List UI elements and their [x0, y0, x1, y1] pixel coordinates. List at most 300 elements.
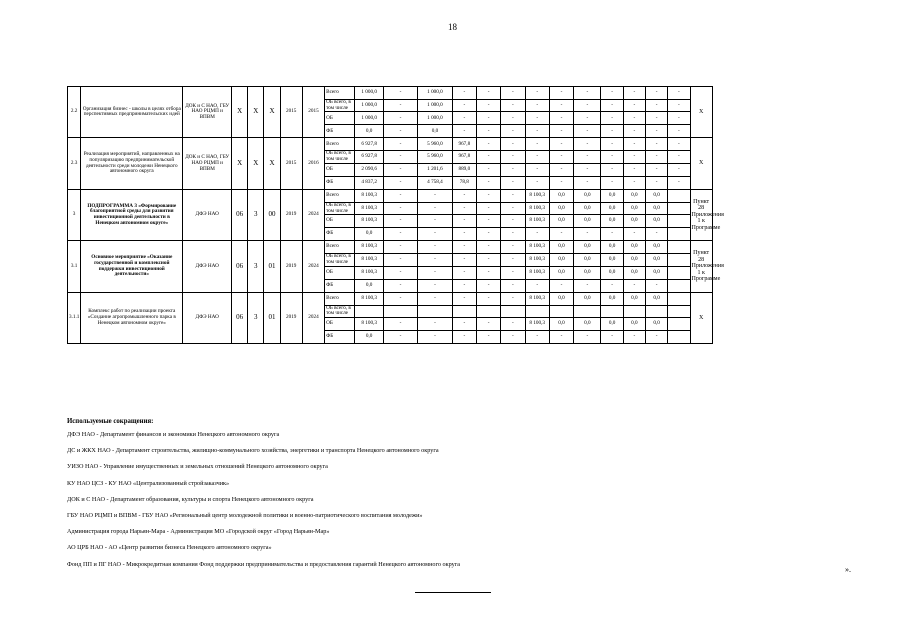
value-cell: 6 927,8: [355, 151, 383, 163]
value-cell: -: [501, 318, 525, 331]
value-cell: -: [501, 254, 525, 266]
value-cell: 8 100,3: [355, 241, 383, 254]
table-row: [68, 241, 788, 254]
value-cell: -: [452, 112, 476, 125]
value-cell: -: [418, 292, 452, 305]
value-cell: -: [501, 100, 525, 112]
value-cell: -: [549, 112, 573, 125]
row-code-c3: Х: [264, 138, 280, 189]
value-cell: -: [525, 138, 549, 151]
value-cell: 0,0: [646, 189, 668, 202]
value-cell: -: [574, 176, 601, 189]
row-executor: ДОК и С НАО, ГБУ НАО РЦМП и ВПВМ: [183, 138, 232, 189]
value-cell: [668, 215, 690, 228]
value-cell: [501, 305, 525, 317]
value-cell: -: [383, 138, 417, 151]
value-cell: -: [501, 138, 525, 151]
row-year-end: 2024: [302, 292, 324, 343]
value-cell: -: [476, 292, 500, 305]
value-cell: -: [452, 241, 476, 254]
value-cell: -: [668, 176, 690, 189]
value-cell: -: [525, 125, 549, 138]
value-cell: -: [383, 176, 417, 189]
row-code-c1: 06: [232, 241, 248, 292]
funding-source-label: ФБ: [325, 279, 355, 292]
value-cell: 8 100,3: [525, 254, 549, 266]
value-cell: -: [501, 202, 525, 214]
value-cell: [574, 305, 601, 317]
value-cell: 0,0: [549, 202, 573, 214]
row-code-c1: 06: [232, 189, 248, 240]
value-cell: 0,0: [646, 266, 668, 279]
row-year-start: 2015: [280, 138, 302, 189]
value-cell: -: [668, 138, 690, 151]
value-cell: 0,0: [574, 266, 601, 279]
value-cell: -: [601, 228, 623, 241]
value-cell: [668, 228, 690, 241]
row-executor: ДОК и С НАО, ГБУ НАО РЦМП и ВПВМ: [183, 87, 232, 138]
value-cell: 8 100,3: [355, 189, 383, 202]
abbreviation-item: УИЗО НАО - Управление имущественных и земельных отношений Ненецкого автономного округа: [67, 463, 328, 471]
value-cell: -: [549, 228, 573, 241]
value-cell: 4 758,4: [418, 176, 452, 189]
value-cell: -: [646, 279, 668, 292]
value-cell: -: [476, 163, 500, 176]
row-year-end: 2024: [302, 241, 324, 292]
value-cell: -: [501, 331, 525, 344]
value-cell: [646, 305, 668, 317]
value-cell: 8 100,3: [525, 292, 549, 305]
value-cell: 0,0: [601, 202, 623, 214]
funding-source-label: Всего: [325, 241, 355, 254]
value-cell: -: [646, 331, 668, 344]
value-cell: -: [452, 189, 476, 202]
value-cell: -: [452, 215, 476, 228]
value-cell: -: [668, 112, 690, 125]
value-cell: [525, 305, 549, 317]
value-cell: -: [623, 163, 645, 176]
value-cell: [452, 305, 476, 317]
value-cell: -: [601, 176, 623, 189]
value-cell: 0,0: [574, 215, 601, 228]
row-year-start: 2015: [280, 87, 302, 138]
value-cell: -: [452, 228, 476, 241]
value-cell: -: [383, 151, 417, 163]
value-cell: 8 100,3: [525, 318, 549, 331]
value-cell: -: [574, 279, 601, 292]
value-cell: -: [452, 318, 476, 331]
value-cell: -: [601, 151, 623, 163]
value-cell: 8 100,3: [355, 215, 383, 228]
row-executor: ДФЭ НАО: [183, 189, 232, 240]
value-cell: 889,0: [452, 163, 476, 176]
value-cell: -: [501, 266, 525, 279]
funding-source-label: ОБ: [325, 112, 355, 125]
value-cell: -: [601, 331, 623, 344]
value-cell: -: [476, 189, 500, 202]
value-cell: -: [501, 189, 525, 202]
funding-source-label: ОБ: [325, 215, 355, 228]
value-cell: 1 000,0: [355, 87, 383, 100]
value-cell: -: [525, 151, 549, 163]
value-cell: -: [623, 87, 645, 100]
value-cell: -: [646, 163, 668, 176]
funding-source-label: ФБ: [325, 176, 355, 189]
row-code: 3: [68, 189, 81, 240]
value-cell: [668, 292, 690, 305]
value-cell: -: [476, 138, 500, 151]
value-cell: -: [525, 228, 549, 241]
value-cell: -: [452, 292, 476, 305]
value-cell: [668, 318, 690, 331]
value-cell: 0,0: [355, 279, 383, 292]
value-cell: -: [383, 266, 417, 279]
abbreviations-list: [67, 431, 867, 577]
value-cell: -: [549, 125, 573, 138]
value-cell: -: [383, 228, 417, 241]
value-cell: [476, 305, 500, 317]
row-code-c2: 3: [248, 292, 264, 343]
value-cell: -: [646, 151, 668, 163]
row-year-start: 2019: [280, 241, 302, 292]
funding-source-label: ОБ всего, в том числе: [325, 151, 355, 163]
value-cell: 0,0: [646, 318, 668, 331]
row-year-start: 2019: [280, 292, 302, 343]
value-cell: 0,0: [623, 292, 645, 305]
value-cell: 1 000,0: [355, 112, 383, 125]
value-cell: 0,0: [601, 215, 623, 228]
row-executor: ДФЭ НАО: [183, 241, 232, 292]
row-code: 3.1.1: [68, 292, 81, 343]
value-cell: [623, 305, 645, 317]
value-cell: -: [601, 112, 623, 125]
value-cell: -: [646, 112, 668, 125]
value-cell: -: [476, 100, 500, 112]
value-cell: 0,0: [646, 215, 668, 228]
value-cell: -: [383, 100, 417, 112]
abbreviation-item: ДС и ЖКХ НАО - Департамент строительства, жилищно-коммунального хозяйства, энергетики и транспорта Ненецкого автономного округа: [67, 447, 439, 455]
row-code-c2: Х: [248, 138, 264, 189]
value-cell: -: [668, 125, 690, 138]
value-cell: -: [574, 228, 601, 241]
value-cell: -: [418, 202, 452, 214]
value-cell: 0,0: [549, 241, 573, 254]
row-code-c3: 00: [264, 189, 280, 240]
value-cell: -: [646, 228, 668, 241]
funding-source-label: ОБ: [325, 266, 355, 279]
value-cell: -: [501, 151, 525, 163]
value-cell: -: [574, 125, 601, 138]
abbreviation-item: АО ЦРБ НАО - АО «Центр развития бизнеса Ненецкого автономного округа»: [67, 544, 272, 552]
value-cell: 0,0: [623, 254, 645, 266]
table-row: [68, 189, 788, 202]
value-cell: -: [383, 254, 417, 266]
page-number: 18: [448, 22, 457, 32]
value-cell: [668, 331, 690, 344]
value-cell: -: [383, 125, 417, 138]
value-cell: -: [601, 138, 623, 151]
row-note: Х: [690, 292, 712, 343]
value-cell: [601, 305, 623, 317]
value-cell: 0,0: [623, 215, 645, 228]
row-code: 3.1: [68, 241, 81, 292]
value-cell: -: [383, 241, 417, 254]
value-cell: 0,0: [355, 125, 383, 138]
table-row: [68, 87, 788, 100]
value-cell: -: [501, 87, 525, 100]
value-cell: 8 100,3: [355, 292, 383, 305]
value-cell: 0,0: [601, 266, 623, 279]
value-cell: 967,8: [452, 151, 476, 163]
value-cell: [668, 305, 690, 317]
value-cell: -: [476, 279, 500, 292]
value-cell: -: [574, 87, 601, 100]
value-cell: -: [383, 279, 417, 292]
value-cell: -: [501, 125, 525, 138]
row-name: Организация бизнес - школы в целях отбора перспективных предпринимательских идей: [81, 87, 183, 138]
funding-source-label: Всего: [325, 189, 355, 202]
value-cell: 2 090,6: [355, 163, 383, 176]
value-cell: [418, 305, 452, 317]
value-cell: 0,0: [623, 241, 645, 254]
value-cell: -: [452, 279, 476, 292]
value-cell: 8 100,3: [525, 189, 549, 202]
value-cell: 0,0: [601, 318, 623, 331]
row-note: Х: [690, 138, 712, 189]
value-cell: 8 100,3: [355, 318, 383, 331]
value-cell: 4 837,2: [355, 176, 383, 189]
value-cell: 5 960,0: [418, 138, 452, 151]
value-cell: 0,0: [601, 254, 623, 266]
value-cell: -: [418, 189, 452, 202]
value-cell: 78,8: [452, 176, 476, 189]
row-note: Пункт 28 Приложения 1 к Программе: [690, 189, 712, 240]
value-cell: 0,0: [623, 202, 645, 214]
abbreviation-item: ГБУ НАО РЦМП и ВПВМ - ГБУ НАО «Региональный центр молодежной политики и военно-патриотического воспитания молодежи»: [67, 511, 423, 519]
value-cell: -: [549, 151, 573, 163]
value-cell: 0,0: [549, 292, 573, 305]
value-cell: 0,0: [549, 318, 573, 331]
value-cell: [668, 266, 690, 279]
footer-divider: [415, 592, 491, 593]
value-cell: -: [476, 125, 500, 138]
value-cell: -: [383, 215, 417, 228]
value-cell: -: [623, 228, 645, 241]
value-cell: -: [623, 279, 645, 292]
program-table: [67, 86, 788, 344]
value-cell: [668, 279, 690, 292]
value-cell: -: [452, 266, 476, 279]
value-cell: -: [476, 331, 500, 344]
value-cell: 0,0: [355, 228, 383, 241]
value-cell: 0,0: [601, 241, 623, 254]
value-cell: -: [501, 176, 525, 189]
row-year-start: 2019: [280, 189, 302, 240]
value-cell: -: [574, 138, 601, 151]
value-cell: -: [501, 228, 525, 241]
row-note: Х: [690, 87, 712, 138]
value-cell: -: [601, 100, 623, 112]
value-cell: 0,0: [601, 189, 623, 202]
value-cell: 0,0: [646, 254, 668, 266]
value-cell: -: [646, 125, 668, 138]
value-cell: [668, 241, 690, 254]
value-cell: -: [452, 100, 476, 112]
value-cell: -: [383, 202, 417, 214]
value-cell: -: [525, 163, 549, 176]
funding-source-label: ОБ: [325, 318, 355, 331]
funding-source-label: ОБ всего, в том числе: [325, 254, 355, 266]
value-cell: 8 100,3: [525, 202, 549, 214]
abbreviations-title: Используемые сокращения:: [67, 418, 154, 425]
funding-source-label: Всего: [325, 87, 355, 100]
table-row: [68, 292, 788, 305]
row-code-c3: 01: [264, 241, 280, 292]
value-cell: 0,0: [574, 202, 601, 214]
value-cell: 0,0: [549, 215, 573, 228]
row-name: Основное мероприятие «Оказание государственной и комплексной поддержки инвестиционной деятельности»: [81, 241, 183, 292]
value-cell: 1 000,0: [418, 100, 452, 112]
value-cell: -: [601, 279, 623, 292]
value-cell: -: [601, 163, 623, 176]
value-cell: -: [623, 125, 645, 138]
value-cell: -: [383, 318, 417, 331]
value-cell: -: [501, 292, 525, 305]
value-cell: -: [501, 279, 525, 292]
funding-source-label: ФБ: [325, 331, 355, 344]
value-cell: 6 927,8: [355, 138, 383, 151]
value-cell: -: [476, 266, 500, 279]
value-cell: -: [476, 241, 500, 254]
value-cell: 0,0: [646, 202, 668, 214]
value-cell: 0,0: [623, 189, 645, 202]
value-cell: 0,0: [549, 189, 573, 202]
value-cell: -: [574, 163, 601, 176]
value-cell: -: [623, 176, 645, 189]
value-cell: -: [383, 189, 417, 202]
row-year-end: 2024: [302, 189, 324, 240]
value-cell: -: [525, 279, 549, 292]
value-cell: -: [476, 215, 500, 228]
value-cell: -: [574, 100, 601, 112]
value-cell: -: [383, 112, 417, 125]
value-cell: 8 100,3: [355, 202, 383, 214]
value-cell: -: [623, 100, 645, 112]
value-cell: 0,0: [646, 292, 668, 305]
row-name: Реализация мероприятий, направленных на популяризацию предпринимательской деятельности среди молодежи Ненецкого автономного округа: [81, 138, 183, 189]
value-cell: -: [418, 266, 452, 279]
table-row: [68, 138, 788, 151]
value-cell: -: [452, 125, 476, 138]
value-cell: -: [501, 112, 525, 125]
value-cell: [668, 254, 690, 266]
row-code-c3: Х: [264, 87, 280, 138]
value-cell: -: [418, 215, 452, 228]
abbreviation-item: Администрация города Нарьян-Мара - Администрация МО «Городской округ «Город Нарьян-Мар»: [67, 528, 330, 536]
value-cell: -: [452, 87, 476, 100]
value-cell: 0,0: [549, 254, 573, 266]
value-cell: -: [549, 87, 573, 100]
value-cell: 8 100,3: [525, 266, 549, 279]
row-name: Комплекс работ по реализации проекта «Создание агропромышленного парка в Ненецком автономном округе»: [81, 292, 183, 343]
value-cell: -: [623, 331, 645, 344]
value-cell: -: [646, 87, 668, 100]
value-cell: 1 000,0: [418, 87, 452, 100]
value-cell: -: [668, 87, 690, 100]
value-cell: -: [549, 163, 573, 176]
value-cell: 1 000,0: [355, 100, 383, 112]
value-cell: -: [476, 112, 500, 125]
value-cell: 967,8: [452, 138, 476, 151]
value-cell: 0,0: [601, 292, 623, 305]
value-cell: -: [418, 331, 452, 344]
value-cell: -: [476, 202, 500, 214]
value-cell: -: [501, 163, 525, 176]
value-cell: [549, 305, 573, 317]
value-cell: 8 100,3: [355, 266, 383, 279]
funding-source-label: ОБ: [325, 163, 355, 176]
value-cell: -: [476, 254, 500, 266]
value-cell: -: [646, 176, 668, 189]
value-cell: -: [525, 87, 549, 100]
value-cell: [383, 305, 417, 317]
value-cell: -: [601, 125, 623, 138]
row-code-c2: 3: [248, 189, 264, 240]
value-cell: [355, 305, 383, 317]
value-cell: 0,0: [574, 318, 601, 331]
value-cell: 0,0: [646, 241, 668, 254]
row-code: 2.3: [68, 138, 81, 189]
funding-source-label: Всего: [325, 292, 355, 305]
row-code-c2: 3: [248, 241, 264, 292]
value-cell: [668, 189, 690, 202]
funding-source-label: Всего: [325, 138, 355, 151]
value-cell: -: [476, 176, 500, 189]
value-cell: 0,0: [574, 241, 601, 254]
value-cell: -: [549, 331, 573, 344]
value-cell: -: [668, 163, 690, 176]
value-cell: 0,0: [574, 189, 601, 202]
value-cell: -: [452, 331, 476, 344]
value-cell: -: [525, 112, 549, 125]
value-cell: -: [574, 112, 601, 125]
row-code-c1: Х: [232, 138, 248, 189]
row-code: 2.2: [68, 87, 81, 138]
value-cell: -: [668, 151, 690, 163]
value-cell: -: [623, 112, 645, 125]
row-code-c1: 06: [232, 292, 248, 343]
value-cell: -: [525, 100, 549, 112]
value-cell: 0,0: [549, 266, 573, 279]
funding-source-label: ОБ всего, в том числе: [325, 100, 355, 112]
value-cell: -: [418, 254, 452, 266]
value-cell: -: [501, 215, 525, 228]
value-cell: -: [549, 176, 573, 189]
value-cell: -: [501, 241, 525, 254]
row-name: ПОДПРОГРАММА 3 «Формирование благоприятной среды для развития инвестиционной деятельности в Ненецком автономном округе»: [81, 189, 183, 240]
funding-source-label: ФБ: [325, 228, 355, 241]
abbreviations-block: [67, 418, 867, 577]
value-cell: -: [418, 279, 452, 292]
value-cell: -: [418, 228, 452, 241]
value-cell: 8 100,3: [525, 241, 549, 254]
value-cell: -: [574, 151, 601, 163]
abbreviation-item: Фонд ПП и ПГ НАО - Микрокредитная компания Фонд поддержки предпринимательства и предоставления гарантий Ненецкого автономного округа: [67, 560, 461, 568]
value-cell: -: [525, 331, 549, 344]
value-cell: -: [623, 151, 645, 163]
value-cell: -: [418, 241, 452, 254]
value-cell: -: [549, 138, 573, 151]
